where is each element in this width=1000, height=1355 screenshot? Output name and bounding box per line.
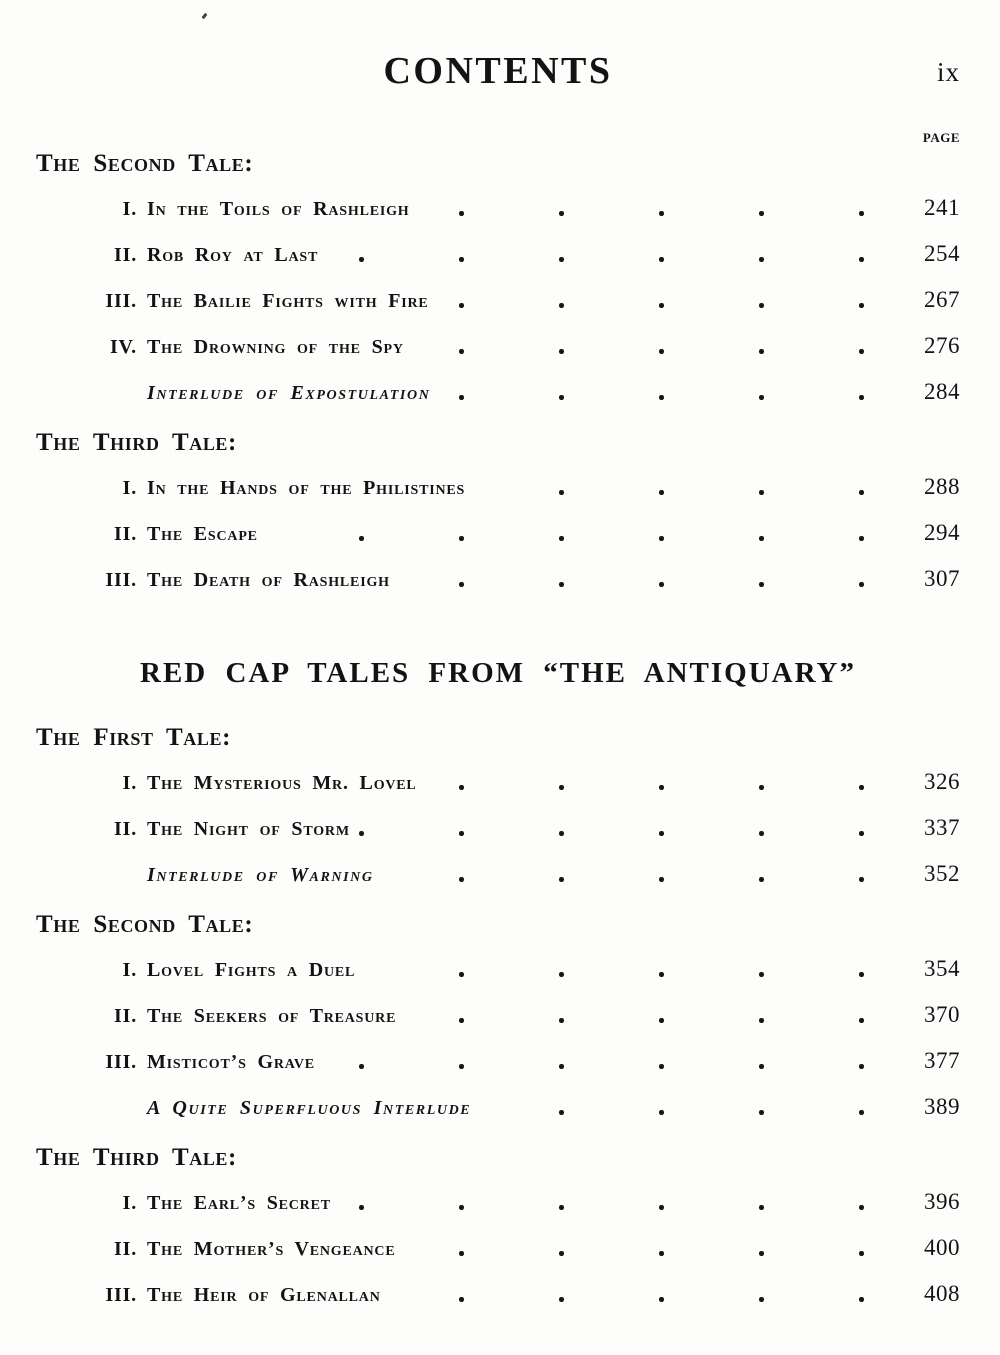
leader-dot	[859, 395, 864, 400]
toc-blocks	[36, 148, 960, 1311]
leader-dot	[859, 877, 864, 882]
entry-number: IV.	[109, 336, 137, 358]
toc-section	[36, 909, 960, 1124]
section-entries	[36, 953, 960, 1124]
leader-dot	[459, 1018, 464, 1023]
leader-dot	[859, 349, 864, 354]
entry-title: Rob Roy at Last	[147, 244, 319, 266]
entry-page-number: 337	[924, 815, 960, 840]
entry-number: II.	[114, 244, 137, 266]
leader-dot	[759, 1251, 764, 1256]
toc-entry	[36, 376, 960, 409]
leader-dot	[459, 785, 464, 790]
entry-title: Lovel Fights a Duel	[147, 959, 356, 981]
leader-dot	[559, 211, 564, 216]
leader-dot	[759, 877, 764, 882]
entry-title: The Seekers of Treasure	[147, 1005, 397, 1027]
entry-title: Interlude of Expostulation	[147, 382, 431, 404]
entry-page-number: 400	[924, 1235, 960, 1260]
leader-dot	[659, 1110, 664, 1115]
dot-leader	[357, 953, 892, 986]
leader-dot	[759, 490, 764, 495]
folio-page-number: ix	[936, 57, 960, 87]
toc-section	[36, 1142, 960, 1311]
entry-title: Misticot’s Grave	[147, 1051, 315, 1073]
entry-number: III.	[105, 1284, 137, 1306]
toc-section	[36, 148, 960, 409]
toc-section	[36, 427, 960, 596]
part-heading: RED CAP TALES FROM “THE ANTIQUARY”	[140, 657, 856, 689]
leader-dot	[459, 877, 464, 882]
leader-dot	[759, 257, 764, 262]
leader-dot	[359, 831, 364, 836]
leader-dot	[659, 211, 664, 216]
leader-dot	[859, 1251, 864, 1256]
leader-dot	[659, 831, 664, 836]
dot-leader	[376, 858, 892, 891]
leader-dot	[859, 490, 864, 495]
leader-dot	[459, 1251, 464, 1256]
section-entries	[36, 471, 960, 596]
entry-title: The Drowning of the Spy	[147, 336, 404, 358]
dot-leader	[398, 999, 892, 1032]
scan-speck	[201, 13, 207, 20]
leader-dot	[759, 395, 764, 400]
section-heading: The First Tale:	[36, 724, 232, 751]
toc-entry	[36, 471, 960, 504]
leader-dot	[659, 1251, 664, 1256]
entry-page-number: 326	[924, 769, 960, 794]
section-heading: The Second Tale:	[36, 911, 254, 938]
entry-page-number: 284	[924, 379, 960, 404]
leader-dot	[559, 1110, 564, 1115]
leader-dot	[459, 211, 464, 216]
dot-leader	[260, 517, 892, 550]
entry-title: The Death of Rashleigh	[147, 569, 390, 591]
leader-dot	[359, 1205, 364, 1210]
entry-page-number: 294	[924, 520, 960, 545]
entry-number: II.	[114, 523, 137, 545]
entry-number: II.	[114, 818, 137, 840]
dot-leader	[352, 812, 892, 845]
entry-number: III.	[105, 1051, 137, 1073]
toc-entry	[36, 1232, 960, 1265]
leader-dot	[759, 1205, 764, 1210]
leader-dot	[459, 972, 464, 977]
entry-number: II.	[114, 1238, 137, 1260]
entry-number: I.	[122, 198, 137, 220]
entry-title: The Earl’s Secret	[147, 1192, 331, 1214]
toc-entry	[36, 999, 960, 1032]
section-heading: The Second Tale:	[36, 150, 254, 177]
leader-dot	[659, 1205, 664, 1210]
entry-page-number: 254	[924, 241, 960, 266]
leader-dot	[859, 1110, 864, 1115]
entry-page-number: 241	[924, 195, 960, 220]
leader-dot	[459, 1297, 464, 1302]
entry-page-number: 307	[924, 566, 960, 591]
entry-page-number: 396	[924, 1189, 960, 1214]
entry-title: The Heir of Glenallan	[147, 1284, 381, 1306]
entry-title: In the Toils of Rashleigh	[147, 198, 410, 220]
toc-entry	[36, 238, 960, 271]
leader-dot	[859, 1297, 864, 1302]
toc-entry	[36, 517, 960, 550]
dot-leader	[419, 766, 892, 799]
dot-leader	[432, 376, 892, 409]
dot-leader	[411, 192, 892, 225]
dot-leader	[383, 1278, 892, 1311]
leader-dot	[859, 303, 864, 308]
leader-dot	[759, 303, 764, 308]
leader-dot	[459, 536, 464, 541]
leader-dot	[559, 1251, 564, 1256]
entry-number: III.	[105, 569, 137, 591]
entry-title: Interlude of Warning	[147, 864, 374, 886]
section-entries	[36, 192, 960, 409]
leader-dot	[559, 1205, 564, 1210]
leader-dot	[859, 1064, 864, 1069]
entry-title: The Mysterious Mr. Lovel	[147, 772, 417, 794]
leader-dot	[859, 785, 864, 790]
page-title: CONTENTS	[383, 50, 613, 92]
leader-dot	[759, 831, 764, 836]
entry-page-number: 354	[924, 956, 960, 981]
leader-dot	[859, 211, 864, 216]
entry-page-number: 267	[924, 287, 960, 312]
page-header	[36, 46, 960, 96]
leader-dot	[659, 877, 664, 882]
entry-title: A Quite Superfluous Interlude	[147, 1097, 472, 1119]
toc-entry	[36, 330, 960, 363]
leader-dot	[459, 395, 464, 400]
dot-leader	[406, 330, 892, 363]
toc-entry	[36, 858, 960, 891]
toc-entry	[36, 1045, 960, 1078]
leader-dot	[459, 1064, 464, 1069]
leader-dot	[659, 1018, 664, 1023]
entry-page-number: 370	[924, 1002, 960, 1027]
leader-dot	[659, 972, 664, 977]
dot-leader	[473, 1091, 892, 1124]
leader-dot	[759, 582, 764, 587]
entry-number: I.	[122, 959, 137, 981]
entry-title: The Bailie Fights with Fire	[147, 290, 429, 312]
leader-dot	[359, 257, 364, 262]
entry-title: The Escape	[147, 523, 258, 545]
dot-leader	[333, 1186, 892, 1219]
leader-dot	[859, 257, 864, 262]
toc-entry	[36, 812, 960, 845]
leader-dot	[359, 536, 364, 541]
leader-dot	[759, 536, 764, 541]
leader-dot	[859, 536, 864, 541]
entry-page-number: 377	[924, 1048, 960, 1073]
leader-dot	[759, 972, 764, 977]
entry-number: I.	[122, 1192, 137, 1214]
leader-dot	[759, 349, 764, 354]
entry-page-number: 408	[924, 1281, 960, 1306]
leader-dot	[559, 1018, 564, 1023]
leader-dot	[559, 257, 564, 262]
dot-leader	[392, 563, 892, 596]
section-entries	[36, 766, 960, 891]
entry-number: II.	[114, 1005, 137, 1027]
dot-leader	[467, 471, 892, 504]
leader-dot	[459, 349, 464, 354]
leader-dot	[559, 490, 564, 495]
leader-dot	[459, 831, 464, 836]
leader-dot	[659, 490, 664, 495]
dot-leader	[317, 1045, 892, 1078]
page-column-label: PAGE	[922, 130, 960, 145]
leader-dot	[459, 582, 464, 587]
leader-dot	[359, 1064, 364, 1069]
leader-dot	[759, 1018, 764, 1023]
entry-title: The Mother’s Vengeance	[147, 1238, 396, 1260]
toc-entry	[36, 953, 960, 986]
entry-page-number: 288	[924, 474, 960, 499]
toc-entry	[36, 1278, 960, 1311]
leader-dot	[759, 1297, 764, 1302]
leader-dot	[559, 395, 564, 400]
leader-dot	[459, 1205, 464, 1210]
dot-leader	[397, 1232, 892, 1265]
leader-dot	[559, 582, 564, 587]
toc-entry	[36, 284, 960, 317]
section-heading: The Third Tale:	[36, 1144, 237, 1171]
leader-dot	[759, 1064, 764, 1069]
leader-dot	[559, 972, 564, 977]
toc-entry	[36, 192, 960, 225]
leader-dot	[459, 257, 464, 262]
leader-dot	[859, 1018, 864, 1023]
leader-dot	[859, 831, 864, 836]
section-entries	[36, 1186, 960, 1311]
leader-dot	[559, 1297, 564, 1302]
dot-leader	[320, 238, 892, 271]
toc-section	[36, 722, 960, 891]
toc-entry	[36, 563, 960, 596]
entry-page-number: 389	[924, 1094, 960, 1119]
leader-dot	[859, 1205, 864, 1210]
leader-dot	[659, 349, 664, 354]
leader-dot	[859, 582, 864, 587]
leader-dot	[659, 1297, 664, 1302]
leader-dot	[659, 1064, 664, 1069]
toc-entry	[36, 1186, 960, 1219]
entry-title: The Night of Storm	[147, 818, 350, 840]
dot-leader	[431, 284, 892, 317]
leader-dot	[559, 303, 564, 308]
leader-dot	[859, 972, 864, 977]
leader-dot	[759, 785, 764, 790]
entry-title: In the Hands of the Philistines	[147, 477, 466, 499]
entry-page-number: 352	[924, 861, 960, 886]
leader-dot	[559, 536, 564, 541]
section-heading: The Third Tale:	[36, 429, 237, 456]
leader-dot	[559, 1064, 564, 1069]
leader-dot	[559, 877, 564, 882]
entry-number: I.	[122, 477, 137, 499]
toc-entry	[36, 766, 960, 799]
leader-dot	[659, 785, 664, 790]
leader-dot	[659, 536, 664, 541]
leader-dot	[759, 211, 764, 216]
leader-dot	[659, 582, 664, 587]
entry-number: I.	[122, 772, 137, 794]
leader-dot	[759, 1110, 764, 1115]
leader-dot	[559, 785, 564, 790]
leader-dot	[659, 303, 664, 308]
entry-page-number: 276	[924, 333, 960, 358]
leader-dot	[659, 395, 664, 400]
leader-dot	[459, 303, 464, 308]
leader-dot	[559, 831, 564, 836]
toc-entry	[36, 1091, 960, 1124]
leader-dot	[659, 257, 664, 262]
leader-dot	[559, 349, 564, 354]
entry-number: III.	[105, 290, 137, 312]
